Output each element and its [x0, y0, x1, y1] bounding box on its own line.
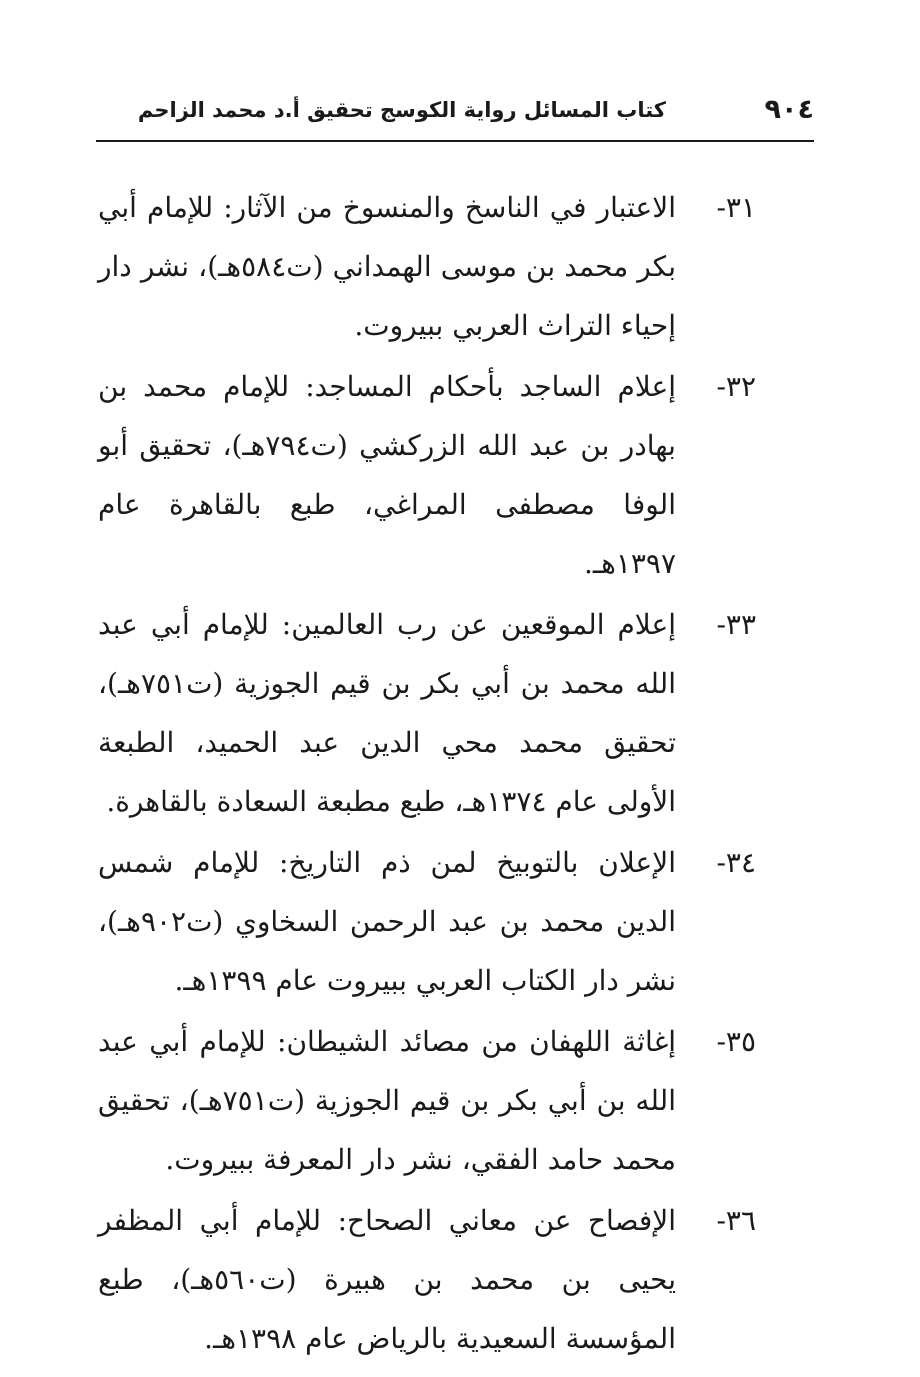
entry-number: ٣٥- — [716, 1025, 756, 1058]
page-number: ٩٠٤ — [764, 94, 814, 125]
entry-number: ٣٦- — [716, 1204, 756, 1237]
entry-text: الاعتبار في الناسخ والمنسوخ من الآثار: للإمام أبي بكر محمد بن موسى الهمداني (ت٥٨٤هـ)، نشر دار إحياء التراث العربي ببيروت. — [98, 191, 676, 342]
bibliography-entry — [98, 595, 756, 831]
bibliography-entry — [98, 1012, 756, 1189]
entry-number: ٣٣- — [716, 608, 756, 641]
entry-text: إغاثة اللهفان من مصائد الشيطان: للإمام أبي عبد الله بن أبي بكر بن قيم الجوزية (ت٧٥١هـ)، تحقيق محمد حامد الفقي، نشر دار المعرفة ببيروت. — [98, 1025, 676, 1176]
entry-text: إعلام الموقعين عن رب العالمين: للإمام أبي عبد الله محمد بن أبي بكر بن قيم الجوزية (ت٧٥١هـ)، تحقيق محمد محي الدين عبد الحميد، الطبعة الأولى عام ١٣٧٤هـ، طبع مطبعة السعادة بالقاهرة. — [98, 608, 676, 818]
entry-number: ٣١- — [716, 191, 756, 224]
entry-number: ٣٢- — [716, 370, 756, 403]
header-divider — [96, 140, 814, 142]
bibliography-entry — [98, 833, 756, 1010]
bibliography-entry — [98, 178, 756, 355]
entry-text: إعلام الساجد بأحكام المساجد: للإمام محمد بن بهادر بن عبد الله الزركشي (ت٧٩٤هـ)، تحقيق أبو الوفا مصطفى المراغي، طبع بالقاهرة عام ١٣٩٧هـ. — [98, 370, 676, 580]
book-title: كتاب المسائل رواية الكوسج تحقيق أ.د محمد الزاحم — [137, 98, 666, 122]
running-header — [96, 88, 814, 136]
entry-text: الإفصاح عن معاني الصحاح: للإمام أبي المظفر يحيى بن محمد بن هبيرة (ت٥٦٠هـ)، طبع المؤسسة السعيدية بالرياض عام ١٣٩٨هـ. — [98, 1204, 676, 1355]
bibliography-list — [98, 178, 756, 1370]
bibliography-entry — [98, 357, 756, 593]
entry-number: ٣٤- — [716, 846, 756, 879]
entry-text: الإعلان بالتوبيخ لمن ذم التاريخ: للإمام شمس الدين محمد بن عبد الرحمن السخاوي (ت٩٠٢هـ)، نشر دار الكتاب العربي ببيروت عام ١٣٩٩هـ. — [98, 846, 676, 997]
bibliography-entry — [98, 1191, 756, 1368]
